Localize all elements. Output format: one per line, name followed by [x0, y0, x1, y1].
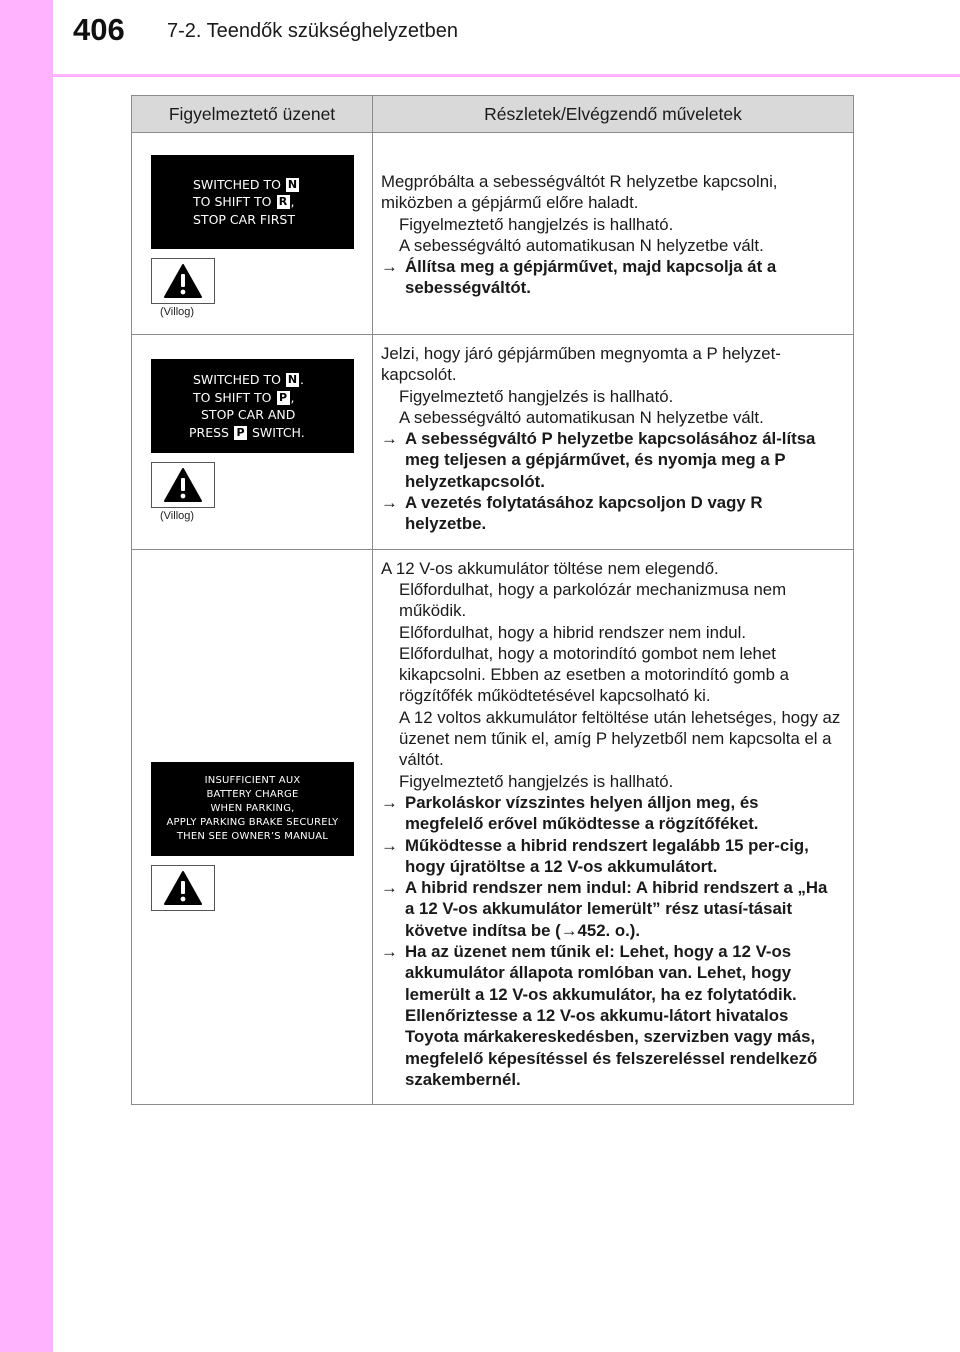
detail-note: Figyelmeztető hangjelzés is hallható. [399, 386, 674, 406]
warning-light [151, 258, 215, 304]
details-cell [373, 335, 854, 550]
details-cell [373, 549, 854, 1104]
detail-intro: Jelzi, hogy járó gépjárműben megnyomta a P helyzet-kapcsolót. [381, 344, 781, 385]
arrow-icon: → [381, 792, 398, 812]
detail-intro: Megpróbálta a sebességváltót R helyzetbe kapcsolni, miközben a gépjármű előre haladt. [381, 172, 778, 213]
message-cell [132, 133, 373, 335]
section-title: 7-2. Teendők szükséghelyzetben [167, 20, 458, 42]
side-color-band [0, 0, 53, 1352]
action-item: → Ha az üzenet nem tűnik el: Lehet, hogy a 12 V-os akkumulátor állapota romlóban van. Lehet, hogy lemerült a 12 V-os akkumulátor, ha ez folytatódik. Ellenőriztesse a 12 V-os akkumu-látort hivatalos Toyota márkakereskedésben, szervizben vagy más, megfelelő képesítéssel és felszereléssel rendelkező szakembernél. [381, 942, 818, 1089]
message-cell [132, 549, 373, 1104]
table-row [132, 335, 854, 550]
page-number: 406 [73, 12, 125, 47]
detail-note: Előfordulhat, hogy a parkolózár mechanizmusa nem működik. [399, 579, 787, 621]
table-header-row [132, 96, 854, 133]
warning-triangle-icon [163, 263, 203, 299]
multi-info-display: INSUFFICIENT AUX BATTERY CHARGE WHEN PARKING, APPLY PARKING BRAKE SECURELY THEN SEE OWNER’S MANUAL [151, 762, 354, 856]
action-item: → A hibrid rendszer nem indul: A hibrid rendszert a „Ha a 12 V-os akkumulátor lemerült” rész utasí-tásait követve indítsa be (→452. o.). [381, 878, 828, 940]
blink-label: (Villog) [160, 306, 195, 318]
detail-note: A sebességváltó automatikusan N helyzetbe vált. [399, 407, 764, 427]
details-cell [373, 133, 854, 335]
arrow-icon: → [381, 257, 398, 277]
table-row [132, 549, 854, 1104]
detail-note: Figyelmeztető hangjelzés is hallható. [399, 214, 674, 234]
arrow-icon: → [381, 942, 398, 962]
detail-note: A 12 voltos akkumulátor feltöltése után lehetséges, hogy az üzenet nem tűnik el, amíg P helyzetből nem kapcsolta el a váltót. [399, 707, 841, 770]
message-cell [132, 335, 373, 550]
action-item: → Állítsa meg a gépjárművet, majd kapcsolja át a sebességváltót. [381, 257, 777, 298]
action-item: → A vezetés folytatásához kapcsoljon D vagy R helyzetbe. [381, 493, 763, 534]
arrow-icon: → [381, 878, 398, 898]
column-header-details: Részletek/Elvégzendő műveletek [373, 96, 854, 133]
detail-intro: A 12 V-os akkumulátor töltése nem elegendő. [381, 558, 719, 578]
action-item: → Működtesse a hibrid rendszert legalább 15 per-cig, hogy újratöltse a 12 V-os akkumulátort. [381, 835, 809, 876]
multi-info-display: SWITCHED TO N . TO SHIFT TO P , STOP CAR AND PRESS P SWITCH. [151, 359, 354, 453]
arrow-icon: → [381, 429, 398, 449]
action-item: → Parkoláskor vízszintes helyen álljon meg, és megfelelő erővel működtesse a rögzítőféket. [381, 792, 759, 834]
arrow-icon: → [381, 835, 398, 855]
warning-light [151, 865, 215, 911]
detail-note: Előfordulhat, hogy a motorindító gombot nem lehet kikapcsolni. Ebben az esetben a motorindító gomb a rögzítőfék működtetésével kapcsolható ki. [399, 643, 789, 706]
gear-badge: R [277, 195, 290, 209]
gear-badge: N [287, 177, 298, 191]
detail-note: Előfordulhat, hogy a hibrid rendszer nem indul. [399, 622, 747, 642]
blink-label: (Villog) [160, 510, 195, 522]
warning-triangle-icon [163, 467, 203, 503]
column-header-message: Figyelmeztető üzenet [132, 96, 373, 133]
gear-badge: P [277, 391, 290, 405]
gear-badge: N [287, 373, 298, 386]
arrow-icon: → [381, 493, 398, 513]
warning-message-table [131, 95, 854, 1105]
detail-note: Figyelmeztető hangjelzés is hallható. [399, 771, 674, 791]
page-header [53, 0, 960, 77]
warning-triangle-icon [163, 870, 203, 906]
gear-badge: P [234, 426, 247, 440]
multi-info-display: SWITCHED TO N TO SHIFT TO R , STOP CAR FIRST [151, 155, 354, 249]
warning-light [151, 462, 215, 508]
action-item: → A sebességváltó P helyzetbe kapcsolásához ál-lítsa meg teljesen a gépjárművet, és nyomja meg a P helyzetkapcsolót. [381, 429, 816, 491]
detail-note: A sebességváltó automatikusan N helyzetbe vált. [399, 235, 764, 255]
table-row [132, 133, 854, 335]
